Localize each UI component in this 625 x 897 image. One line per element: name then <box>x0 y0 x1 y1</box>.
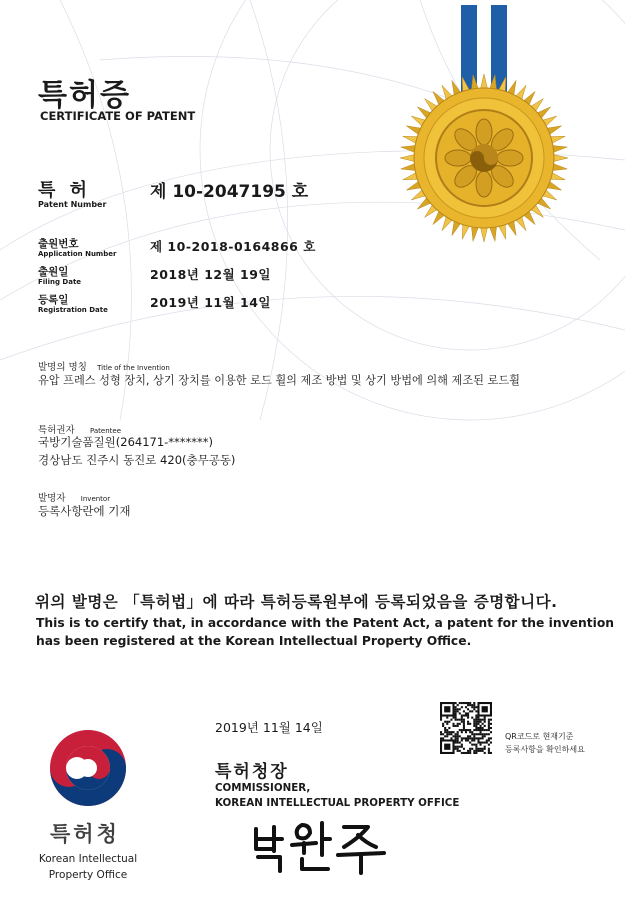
certification-statement-en-1: This is to certify that, in accordance with the Patent Act, a patent for the invention <box>36 616 615 630</box>
inventor-value: 등록사항란에 기재 <box>38 504 131 518</box>
patentee-label-en: Patentee <box>89 427 122 435</box>
commissioner-title-en-2: KOREAN INTELLECTUAL PROPERTY OFFICE <box>215 797 460 809</box>
patentee-label: 특허권자 <box>38 425 75 436</box>
certificate-title: 특허증 <box>38 78 131 113</box>
certificate-title-en: CERTIFICATE OF PATENT <box>40 109 196 123</box>
filing-date-value: 2018년 12월 19일 <box>150 267 272 282</box>
inventor-label-en: Inventor <box>80 495 111 503</box>
certification-statement-en-2: has been registered at the Korean Intellectual Property Office. <box>36 634 472 648</box>
issue-date: 2019년 11월 14일 <box>215 720 323 735</box>
registration-date-value: 2019년 11월 14일 <box>150 295 272 310</box>
kipo-taegeuk-logo <box>48 728 128 808</box>
patent-number-value: 제 10-2047195 호 <box>150 182 309 202</box>
kipo-name-en-1: Korean Intellectual <box>38 853 138 865</box>
qr-note-line2: 등록사항을 확인하세요 <box>505 745 585 754</box>
qr-note-line1: QR코드로 현재기준 <box>505 732 574 741</box>
kipo-name-en-2: Property Office <box>48 869 128 881</box>
registration-date-label: 등록일 <box>38 294 69 306</box>
commissioner-signature <box>250 815 390 875</box>
patentee-name: 국방기술품질원(264171-*******) <box>38 435 214 449</box>
registration-date-label-en: Registration Date <box>38 306 108 314</box>
patent-number-label-en: Patent Number <box>38 200 107 209</box>
kipo-name-ko: 특허청 <box>50 822 120 846</box>
gold-medal-seal <box>400 5 570 245</box>
application-number-label: 출원번호 <box>38 238 79 250</box>
filing-date-label: 출원일 <box>38 266 69 278</box>
commissioner-title: 특허청장 <box>215 762 289 782</box>
invention-title-value: 유압 프레스 성형 장치, 상기 장치를 이용한 로드 휠의 제조 방법 및 상기 방법에 의해 제조된 로드휠 <box>38 374 520 387</box>
filing-date-label-en: Filing Date <box>38 278 82 286</box>
certification-statement-ko: 위의 발명은 「특허법」에 따라 특허등록원부에 등록되었음을 증명합니다. <box>35 593 558 611</box>
commissioner-title-en-1: COMMISSIONER, <box>215 782 311 794</box>
patentee-address: 경상남도 진주시 동진로 420(충무공동) <box>38 453 236 467</box>
invention-title-label: 발명의 명칭 <box>38 362 87 373</box>
qr-code[interactable] <box>440 702 492 754</box>
application-number-label-en: Application Number <box>38 250 117 258</box>
inventor-label: 발명자 <box>38 493 66 504</box>
application-number-value: 제 10-2018-0164866 호 <box>150 239 316 254</box>
patent-number-label: 특 허 <box>38 180 92 201</box>
invention-title-label-en: Title of the Invention <box>97 364 170 372</box>
